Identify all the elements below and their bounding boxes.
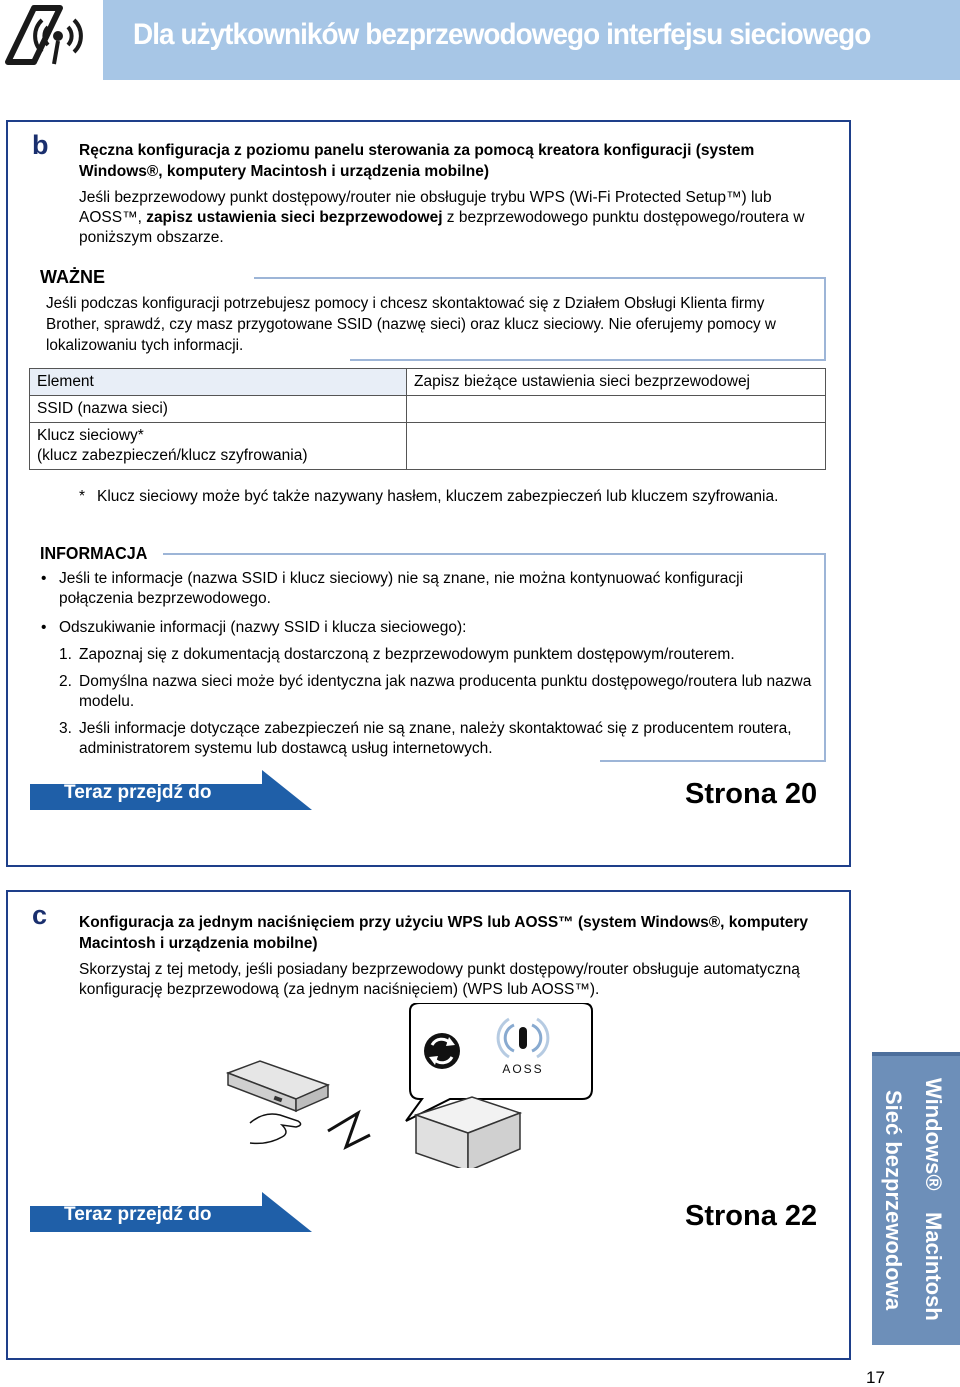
info-top-line [163,553,826,555]
section-c-heading: Konfiguracja za jednym naciśnięciem przy użyciu WPS lub AOSS™ (system Windows®, komputery Macintosh i urządzenia mobilne) [79,914,809,952]
side-tab-windows: Windows® [921,1078,946,1191]
important-top-line [254,277,826,279]
list-item-number: 2. [59,673,72,690]
table-footnote [79,487,779,507]
info-bullet-2-text: Odszukiwanie informacji (nazwy SSID i klucza sieciowego): [59,619,467,636]
page-number: 17 [866,1368,885,1387]
aoss-logo-text: AOSS [502,1062,544,1076]
important-text: Jeśli podczas konfiguracji potrzebujesz pomocy i chcesz skontaktować się z Działem Obsługi Klienta firmy Brother, sprawdź, czy masz przygotowane SSID (nazwę sieci) oraz klucz sieciowy. Nie oferujemy pomocy w lokalizowaniu tych informacji. [46,295,776,354]
info-bullet-2 [41,618,821,638]
list-item-number: 3. [59,720,72,737]
step-letter-b: b [32,130,49,160]
info-right-line [824,553,826,762]
table-cell-network-key-value[interactable] [407,423,826,470]
section-b-heading: Ręczna konfiguracja z poziomu panelu sterowania za pomocą kreatora konfiguracji (system Windows®, komputery Macintosh i urządzenia mobilne) [79,142,755,180]
side-tab-strip [872,1052,960,1056]
goto-label: Teraz przejdź do [64,782,212,803]
section-c-text: Skorzystaj z tej metody, jeśli posiadany bezprzewodowy punkt dostępowy/router obsługuje automatyczną konfigurację bezprzewodową (za jednym naciśnięciem) (WPS lub AOSS™). [79,961,800,998]
intro-text: Jeśli bezprzewodowy punkt dostępowy/router nie obsługuje trybu WPS (Wi-Fi Protected Setup™) lub AOSS™, [79,189,772,226]
intro-bold-text: zapisz ustawienia sieci bezprzewodowej [146,209,443,226]
page-title: Dla użytkowników bezprzewodowego interfejsu sieciowego [133,18,871,51]
table-cell-ssid: SSID (nazwa sieci) [30,396,407,423]
list-item [59,672,819,712]
network-settings-table [29,368,826,470]
info-bullet-1 [41,569,821,609]
important-right-line [824,277,826,361]
wps-icon [424,1033,460,1069]
table-header-element: Element [30,369,407,396]
goto-page-22[interactable]: Strona 22 [685,1200,818,1232]
intro-text-end: z bezprzewodowego punktu dostępowego/routera w poniższym obszarze. [79,209,805,246]
info-bullet-1-text: Jeśli te informacje (nazwa SSID i klucz sieciowy) nie są znane, nie można kontynuować konfiguracji połączenia bezprzewodowego. [59,570,744,607]
goto-label: Teraz przejdź do [64,1204,212,1225]
table-cell-network-key [30,423,407,470]
info-bottom-line [600,760,826,762]
goto-page-20[interactable]: Strona 20 [685,778,818,810]
info-label: INFORMACJA [40,543,148,563]
list-item-text: Jeśli informacje dotyczące zabezpieczeń nie są znane, należy skontaktować się z producentem routera, administratorem systemu lub dostawcą usług internetowych. [79,720,792,757]
side-tab-macintosh: Macintosh [921,1212,946,1321]
wps-aoss-illustration [220,1003,600,1168]
section-b-intro [79,188,829,248]
bullet-dot: • [41,619,47,636]
side-tab-wireless: Sieć bezprzewodowa [881,1090,906,1311]
list-item-text: Domyślna nazwa sieci może być identyczna jak nazwa producenta punktu dostępowego/routera lub nazwa modelu. [79,673,812,710]
table-header-row [30,369,826,396]
network-key-label: Klucz sieciowy* [37,427,144,444]
important-label: WAŻNE [40,267,105,287]
table-header-save: Zapisz bieżące ustawienia sieci bezprzewodowej [407,369,826,396]
hand-icon [250,1114,301,1143]
goto-page-20-button[interactable] [30,770,312,810]
list-item-number: 1. [59,646,72,663]
list-item-text: Zapoznaj się z dokumentacją dostarczoną z bezprzewodowym punktem dostępowym/routerem. [79,646,735,663]
footnote-text: Klucz sieciowy może być także nazywany hasłem, kluczem zabezpieczeń lub kluczem szyfrowania. [97,488,779,505]
wireless-network-icon [0,0,100,80]
list-item [59,719,819,759]
table-row [30,396,826,423]
router-icon [228,1061,328,1111]
goto-page-22-button[interactable] [30,1192,312,1232]
list-item [59,645,819,665]
step-letter-c: c [32,900,48,930]
important-bottom-line [350,359,826,361]
table-cell-ssid-value[interactable] [407,396,826,423]
bullet-dot: • [41,570,47,587]
table-row [30,423,826,470]
footnote-marker: * [79,488,86,505]
network-key-sublabel: (klucz zabezpieczeń/klucz szyfrowania) [37,447,308,464]
